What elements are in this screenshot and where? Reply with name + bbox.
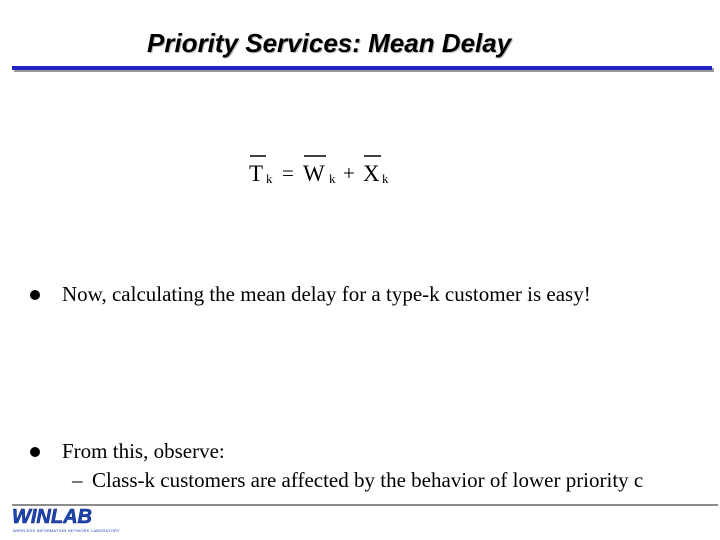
formula-plus: +: [343, 161, 355, 185]
sub-bullet-dash: –: [72, 468, 83, 492]
sub-bullet-text: Class-k customers are affected by the behavior of lower priority c: [92, 468, 644, 492]
formula-x-subscript: k: [382, 171, 389, 186]
formula-w: W: [303, 161, 325, 186]
slide-title: Priority Services: Mean Delay: [147, 28, 512, 58]
formula-w-subscript: k: [329, 171, 336, 186]
bullet-dot: [30, 447, 40, 457]
winlab-logo: [12, 507, 122, 535]
footer-divider: [12, 504, 718, 506]
mean-delay-formula: [246, 150, 406, 190]
formula-t-subscript: k: [266, 171, 273, 186]
logo-tagline: WIRELESS INFORMATION NETWORK LABORATORY: [13, 528, 120, 533]
formula-svg: [246, 150, 406, 190]
formula-t: T: [249, 161, 264, 186]
formula-equals: =: [282, 161, 294, 185]
formula-x: X: [363, 161, 380, 186]
title-underline: [12, 66, 712, 70]
bullet-text: From this, observe:: [62, 439, 225, 463]
logo-wordmark: WINLAB: [12, 506, 92, 528]
bullet-text: Now, calculating the mean delay for a type-k customer is easy!: [62, 282, 591, 306]
bullet-dot: [30, 290, 40, 300]
